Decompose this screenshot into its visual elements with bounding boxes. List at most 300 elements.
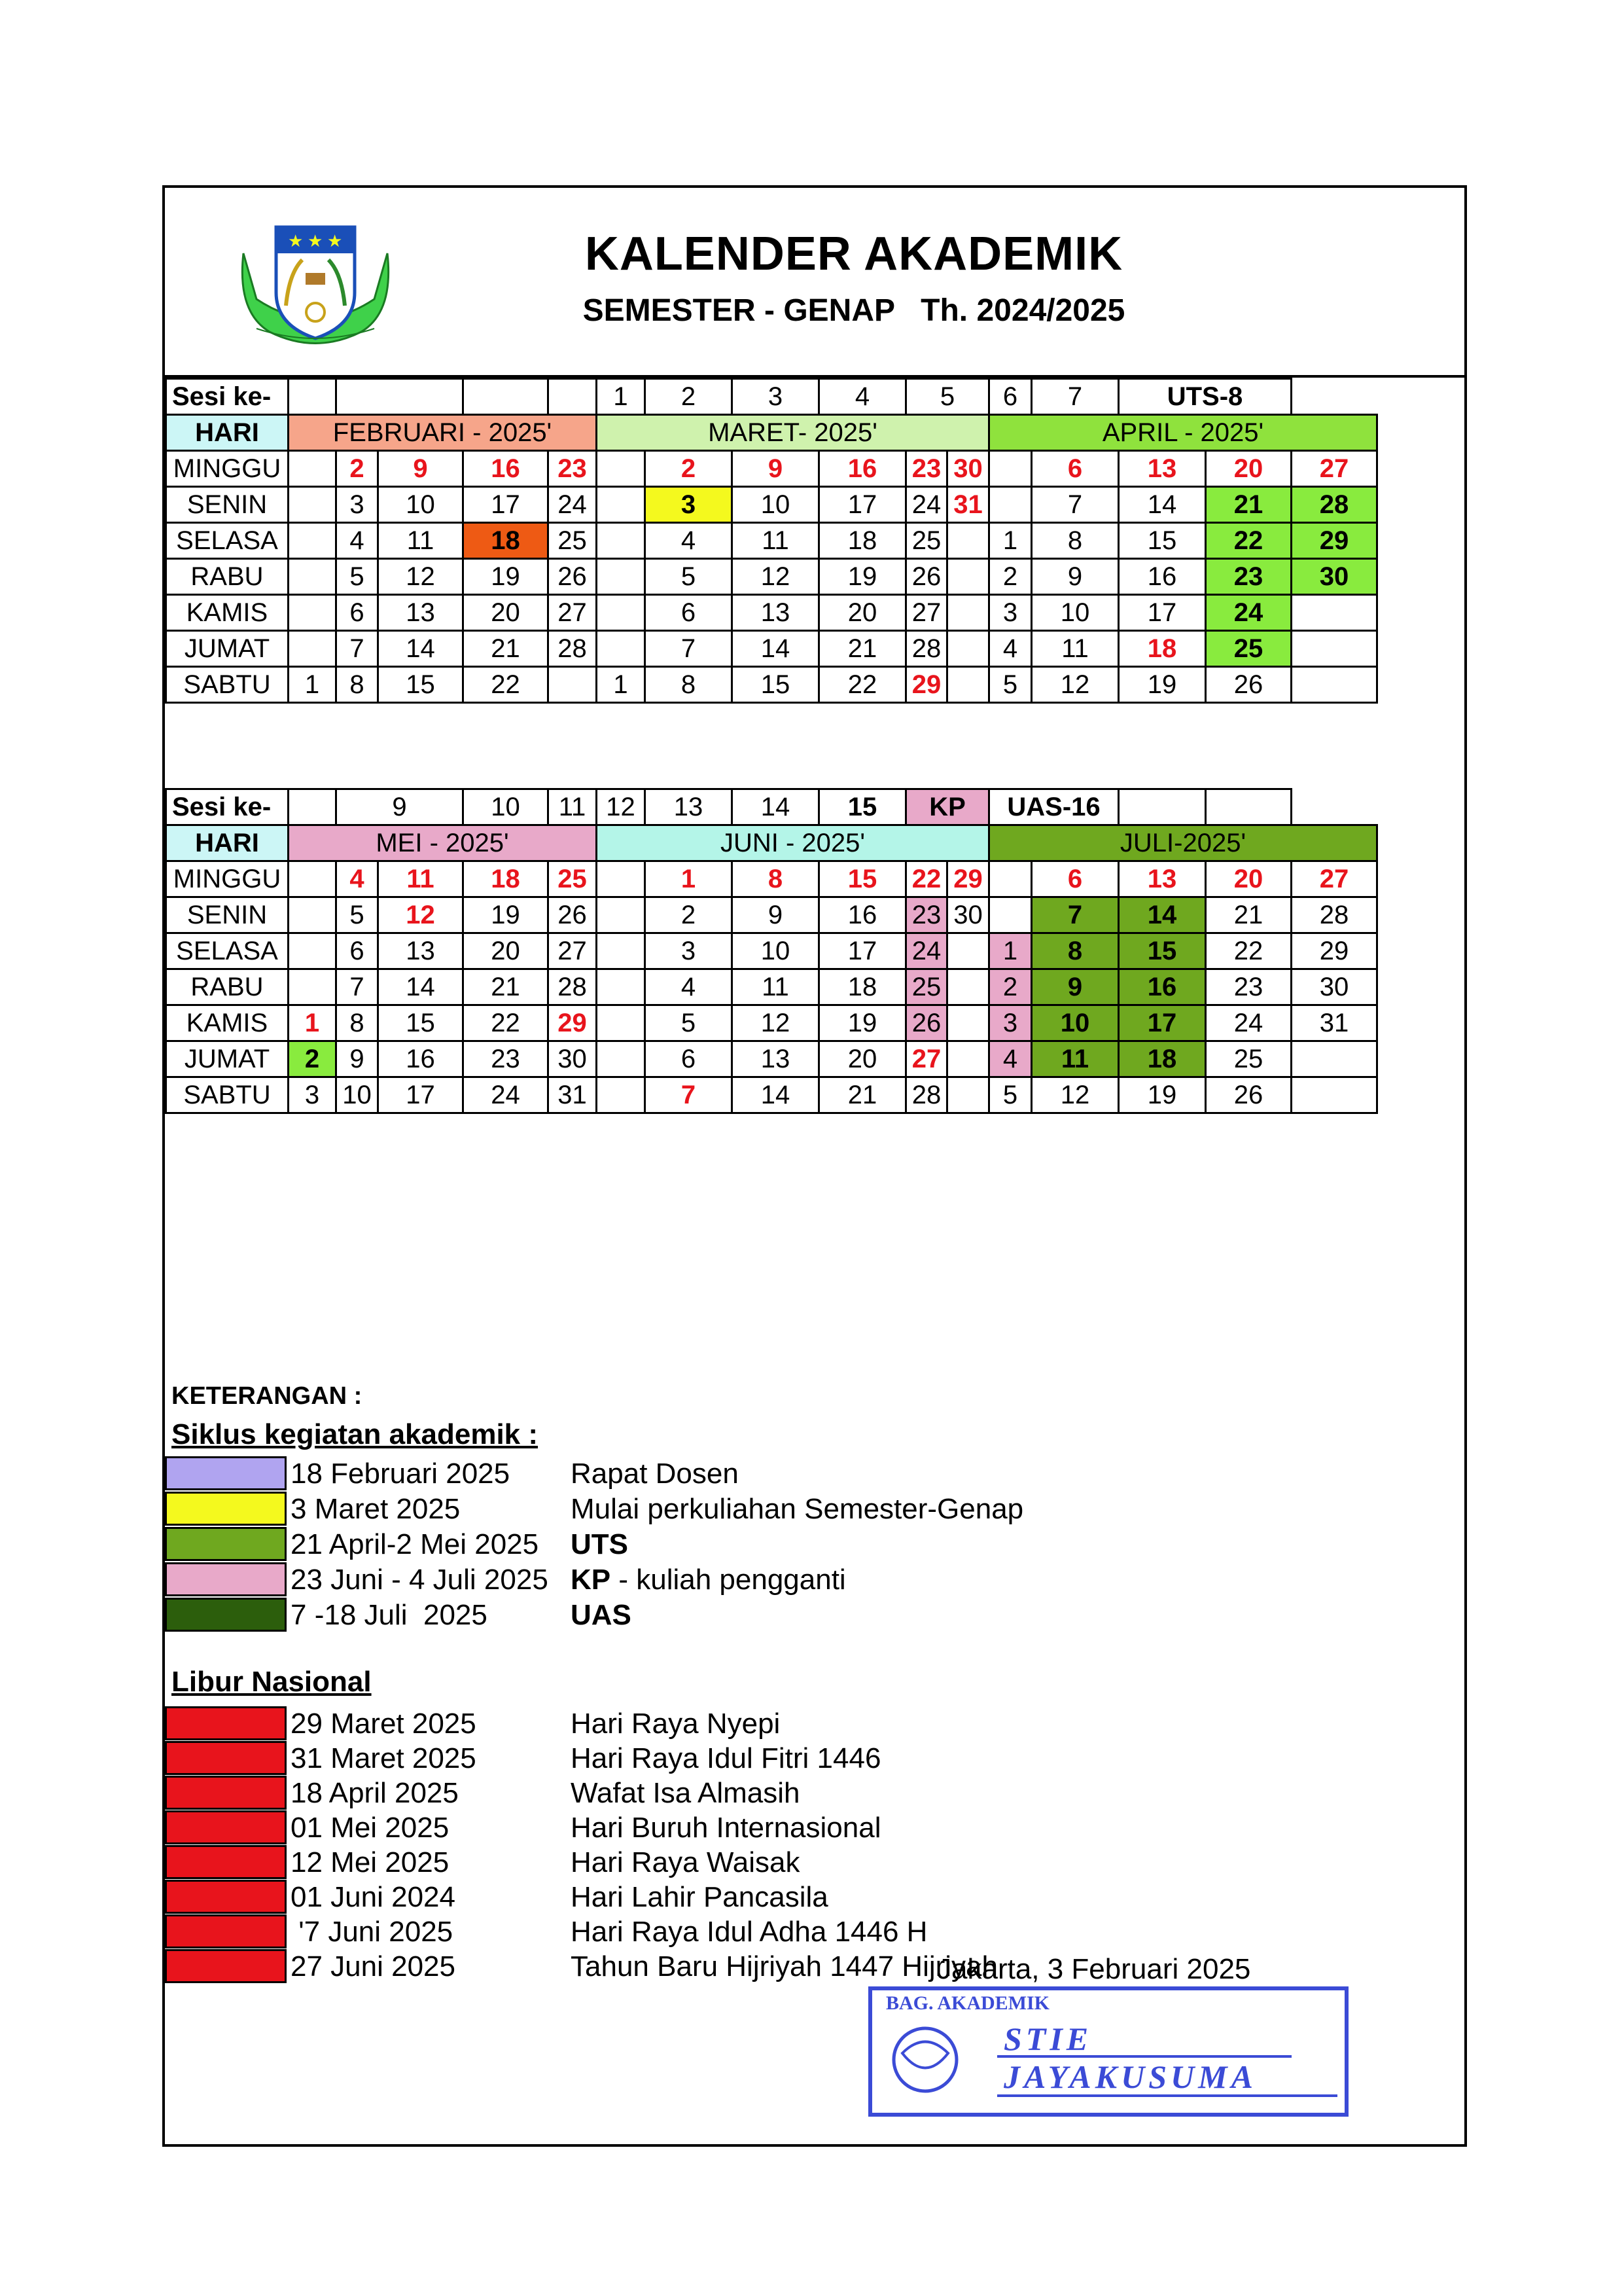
holiday-swatch [165, 1914, 287, 1948]
date-cell [597, 1041, 645, 1077]
cycle-legend-row [165, 1562, 1081, 1596]
date-cell: 27 [1292, 451, 1377, 487]
date-cell: 25 [1206, 1041, 1292, 1077]
holiday-date: '7 Juni 2025 [291, 1916, 453, 1948]
date-cell: 17 [463, 487, 548, 523]
month-header: APRIL - 2025' [989, 415, 1377, 451]
date-cell: 14 [1119, 487, 1206, 523]
date-cell: 4 [645, 523, 732, 559]
date-cell: 6 [645, 1041, 732, 1077]
legend-date: 23 Juni - 4 Juli 2025 [291, 1564, 548, 1596]
holiday-name: Hari Raya Nyepi [571, 1708, 781, 1740]
date-cell: 5 [336, 559, 378, 595]
day-row [166, 667, 1377, 703]
date-cell: 21 [1206, 487, 1292, 523]
date-cell: 22 [819, 667, 906, 703]
date-cell: 15 [1119, 933, 1206, 969]
date-cell: 12 [1032, 1077, 1119, 1113]
day-name: MINGGU [166, 451, 289, 487]
date-cell [947, 631, 989, 667]
date-cell [989, 487, 1032, 523]
date-cell: 30 [947, 897, 989, 933]
session-cell: 7 [1032, 379, 1119, 415]
date-cell: 2 [289, 1041, 336, 1077]
cycle-legend-row [165, 1492, 1081, 1526]
date-cell: 6 [336, 595, 378, 631]
date-cell: 3 [989, 595, 1032, 631]
date-cell: 28 [548, 631, 597, 667]
date-cell: 18 [819, 969, 906, 1005]
legend-date: 18 Februari 2025 [291, 1458, 510, 1490]
date-cell: 17 [819, 933, 906, 969]
date-cell: 4 [989, 1041, 1032, 1077]
legend-date: 3 Maret 2025 [291, 1493, 461, 1525]
date-cell: 5 [645, 1005, 732, 1041]
cycle-legend-title: Siklus kegiatan akademik : [171, 1418, 538, 1450]
date-cell [947, 523, 989, 559]
date-cell: 29 [906, 667, 947, 703]
date-cell: 1 [989, 523, 1032, 559]
date-cell [289, 933, 336, 969]
date-cell: 21 [819, 1077, 906, 1113]
date-cell: 11 [732, 523, 819, 559]
date-cell: 14 [732, 631, 819, 667]
date-cell: 8 [1032, 523, 1119, 559]
date-cell: 9 [1032, 969, 1119, 1005]
day-row [166, 523, 1377, 559]
cycle-legend-row [165, 1598, 1081, 1632]
month-header: FEBRUARI - 2025' [289, 415, 597, 451]
cycle-legend-row [165, 1456, 1081, 1490]
date-cell: 23 [1206, 559, 1292, 595]
day-row [166, 1077, 1377, 1113]
legend-swatch [165, 1527, 287, 1561]
date-cell: 5 [989, 1077, 1032, 1113]
date-cell: 8 [645, 667, 732, 703]
date-cell: 28 [548, 969, 597, 1005]
day-column-header: HARI [166, 825, 289, 861]
session-cell [463, 379, 548, 415]
date-cell: 2 [336, 451, 378, 487]
date-cell: 3 [289, 1077, 336, 1113]
date-cell: 4 [989, 631, 1032, 667]
legend-description [571, 1493, 1023, 1526]
date-cell [289, 487, 336, 523]
calendar-document [162, 185, 1467, 2147]
session-cell: 12 [597, 789, 645, 825]
date-cell [947, 1005, 989, 1041]
date-cell [1292, 595, 1377, 631]
date-cell [289, 559, 336, 595]
session-cell [1206, 789, 1292, 825]
date-cell: 17 [1119, 1005, 1206, 1041]
month-header: JUNI - 2025' [597, 825, 989, 861]
calendar-grid-mei-jul [165, 788, 1378, 1113]
date-cell: 22 [1206, 933, 1292, 969]
date-cell: 18 [463, 861, 548, 897]
date-cell [289, 861, 336, 897]
legend-date: 21 April-2 Mei 2025 [291, 1528, 539, 1560]
date-cell: 30 [548, 1041, 597, 1077]
date-cell [947, 559, 989, 595]
holiday-legend-row [165, 1845, 1081, 1879]
svg-text:JAYAKUSUMA: JAYAKUSUMA [1004, 2058, 1257, 2095]
date-cell: 8 [336, 667, 378, 703]
date-cell: 18 [1119, 1041, 1206, 1077]
date-cell: 3 [336, 487, 378, 523]
session-cell: 3 [732, 379, 819, 415]
date-cell [597, 523, 645, 559]
date-cell: 20 [463, 933, 548, 969]
session-cell [1119, 789, 1206, 825]
session-cell: UAS-16 [989, 789, 1119, 825]
day-column-header: HARI [166, 415, 289, 451]
holiday-name: Hari Raya Idul Adha 1446 H [571, 1916, 928, 1948]
date-cell [597, 451, 645, 487]
holiday-date: 31 Maret 2025 [291, 1742, 476, 1774]
date-cell: 21 [463, 969, 548, 1005]
month-header-row [166, 415, 1377, 451]
date-cell: 11 [1032, 1041, 1119, 1077]
date-cell: 27 [906, 595, 947, 631]
day-row [166, 933, 1377, 969]
date-cell: 30 [1292, 559, 1377, 595]
date-cell: 12 [378, 559, 463, 595]
session-cell: 10 [463, 789, 548, 825]
holiday-swatch [165, 1949, 287, 1983]
month-header: JULI-2025' [989, 825, 1377, 861]
holiday-legend-row [165, 1914, 1081, 1948]
date-cell: 24 [463, 1077, 548, 1113]
date-cell [289, 897, 336, 933]
date-cell: 23 [906, 451, 947, 487]
date-cell: 16 [819, 451, 906, 487]
session-row [166, 789, 1377, 825]
date-cell [947, 1041, 989, 1077]
date-cell: 4 [336, 523, 378, 559]
date-cell: 7 [645, 631, 732, 667]
signature-place-date: Jakarta, 3 Februari 2025 [937, 1953, 1251, 1985]
holiday-date: 29 Maret 2025 [291, 1708, 476, 1740]
legend-description-text: Mulai perkuliahan Semester-Genap [571, 1493, 1024, 1525]
date-cell: 26 [548, 897, 597, 933]
legend-description-bold: UTS [571, 1528, 628, 1560]
date-cell: 15 [1119, 523, 1206, 559]
date-cell: 10 [1032, 1005, 1119, 1041]
legend-description-text: Rapat Dosen [571, 1458, 739, 1490]
date-cell [597, 595, 645, 631]
date-cell: 12 [378, 897, 463, 933]
date-cell: 3 [645, 933, 732, 969]
date-cell: 19 [463, 559, 548, 595]
holiday-date: 27 Juni 2025 [291, 1950, 455, 1982]
date-cell: 19 [1119, 1077, 1206, 1113]
date-cell: 9 [378, 451, 463, 487]
holiday-swatch [165, 1776, 287, 1810]
date-cell: 6 [645, 595, 732, 631]
date-cell: 22 [463, 1005, 548, 1041]
day-name: SELASA [166, 933, 289, 969]
session-cell [289, 379, 336, 415]
date-cell: 6 [336, 933, 378, 969]
date-cell [989, 451, 1032, 487]
date-cell [1292, 1041, 1377, 1077]
date-cell: 8 [336, 1005, 378, 1041]
svg-text:★: ★ [308, 231, 323, 251]
date-cell: 10 [732, 933, 819, 969]
holiday-name: Hari Buruh Internasional [571, 1812, 881, 1844]
date-cell: 23 [1206, 969, 1292, 1005]
holiday-name: Wafat Isa Almasih [571, 1777, 800, 1809]
legend-heading: KETERANGAN : [171, 1382, 362, 1410]
date-cell: 25 [906, 969, 947, 1005]
date-cell: 1 [289, 1005, 336, 1041]
day-name: SENIN [166, 487, 289, 523]
date-cell: 16 [1119, 559, 1206, 595]
legend-description-text: - kuliah pengganti [610, 1564, 846, 1596]
date-cell: 23 [906, 897, 947, 933]
date-cell: 14 [378, 969, 463, 1005]
cycle-legend-row [165, 1527, 1081, 1561]
date-cell [947, 667, 989, 703]
date-cell: 27 [1292, 861, 1377, 897]
session-label: Sesi ke- [166, 379, 289, 415]
date-cell: 11 [732, 969, 819, 1005]
session-cell: 13 [645, 789, 732, 825]
date-cell: 9 [732, 451, 819, 487]
date-cell: 24 [548, 487, 597, 523]
month-header-row [166, 825, 1377, 861]
month-header: MEI - 2025' [289, 825, 597, 861]
session-cell [548, 379, 597, 415]
date-cell [597, 1077, 645, 1113]
date-cell: 28 [906, 631, 947, 667]
date-cell: 23 [463, 1041, 548, 1077]
date-cell: 13 [732, 595, 819, 631]
day-row [166, 559, 1377, 595]
day-row [166, 1041, 1377, 1077]
date-cell: 27 [548, 595, 597, 631]
date-cell: 13 [1119, 451, 1206, 487]
svg-text:★: ★ [327, 231, 343, 251]
session-row [166, 379, 1377, 415]
day-name: MINGGU [166, 861, 289, 897]
holiday-swatch [165, 1810, 287, 1844]
date-cell: 3 [989, 1005, 1032, 1041]
day-name: SABTU [166, 667, 289, 703]
date-cell: 10 [1032, 595, 1119, 631]
date-cell: 9 [732, 897, 819, 933]
date-cell: 15 [378, 667, 463, 703]
holiday-swatch [165, 1706, 287, 1740]
date-cell [1292, 1077, 1377, 1113]
date-cell: 12 [732, 1005, 819, 1041]
date-cell [597, 969, 645, 1005]
date-cell: 3 [645, 487, 732, 523]
legend-date: 7 -18 Juli 2025 [291, 1599, 487, 1631]
date-cell: 13 [1119, 861, 1206, 897]
date-cell: 31 [947, 487, 989, 523]
date-cell: 13 [378, 595, 463, 631]
date-cell: 24 [906, 933, 947, 969]
date-cell: 5 [645, 559, 732, 595]
date-cell [597, 861, 645, 897]
document-title: KALENDER AKADEMIK [584, 228, 1123, 280]
holiday-legend-row [165, 1810, 1081, 1844]
date-cell: 4 [645, 969, 732, 1005]
legend-description [571, 1528, 628, 1561]
date-cell [548, 667, 597, 703]
date-cell: 31 [548, 1077, 597, 1113]
session-cell: 9 [336, 789, 463, 825]
date-cell [947, 1077, 989, 1113]
date-cell [289, 595, 336, 631]
day-name: KAMIS [166, 595, 289, 631]
date-cell: 2 [645, 451, 732, 487]
date-cell [597, 933, 645, 969]
date-cell: 23 [548, 451, 597, 487]
date-cell: 10 [336, 1077, 378, 1113]
date-cell: 26 [906, 559, 947, 595]
date-cell: 13 [732, 1041, 819, 1077]
date-cell [597, 1005, 645, 1041]
date-cell: 19 [819, 1005, 906, 1041]
session-cell: 4 [819, 379, 906, 415]
holiday-legend-title: Libur Nasional [171, 1666, 372, 1698]
date-cell: 2 [645, 897, 732, 933]
day-row [166, 897, 1377, 933]
date-cell: 11 [378, 523, 463, 559]
date-cell: 28 [1292, 897, 1377, 933]
date-cell: 12 [1032, 667, 1119, 703]
legend-description-bold: UAS [571, 1599, 631, 1631]
holiday-date: 18 April 2025 [291, 1777, 459, 1809]
day-name: RABU [166, 559, 289, 595]
date-cell: 10 [732, 487, 819, 523]
session-cell: 2 [645, 379, 732, 415]
date-cell: 24 [906, 487, 947, 523]
date-cell: 28 [1292, 487, 1377, 523]
date-cell [947, 969, 989, 1005]
date-cell: 5 [336, 897, 378, 933]
calendar-grid-feb-apr [165, 378, 1378, 703]
date-cell: 29 [1292, 523, 1377, 559]
date-cell: 15 [732, 667, 819, 703]
day-name: SABTU [166, 1077, 289, 1113]
holiday-date: 12 Mei 2025 [291, 1846, 450, 1878]
date-cell [947, 595, 989, 631]
date-cell: 1 [645, 861, 732, 897]
session-cell [336, 379, 463, 415]
date-cell: 11 [378, 861, 463, 897]
date-cell [289, 523, 336, 559]
holiday-legend-row [165, 1880, 1081, 1914]
holiday-date: 01 Mei 2025 [291, 1812, 450, 1844]
date-cell: 29 [1292, 933, 1377, 969]
date-cell: 7 [1032, 897, 1119, 933]
date-cell: 13 [378, 933, 463, 969]
date-cell: 19 [819, 559, 906, 595]
date-cell: 17 [1119, 595, 1206, 631]
date-cell [597, 631, 645, 667]
date-cell: 1 [989, 933, 1032, 969]
date-cell: 16 [463, 451, 548, 487]
session-cell: 15 [819, 789, 906, 825]
holiday-swatch [165, 1845, 287, 1879]
holiday-swatch [165, 1741, 287, 1775]
date-cell: 30 [1292, 969, 1377, 1005]
date-cell: 31 [1292, 1005, 1377, 1041]
date-cell: 2 [989, 559, 1032, 595]
holiday-name: Tahun Baru Hijriyah 1447 Hijriyah [571, 1950, 998, 1982]
date-cell [289, 969, 336, 1005]
day-name: RABU [166, 969, 289, 1005]
date-cell: 24 [1206, 1005, 1292, 1041]
date-cell: 7 [336, 631, 378, 667]
day-name: JUMAT [166, 631, 289, 667]
date-cell: 25 [548, 861, 597, 897]
date-cell: 26 [548, 559, 597, 595]
session-cell: KP [906, 789, 989, 825]
date-cell: 28 [906, 1077, 947, 1113]
svg-text:STIE: STIE [1004, 2020, 1093, 2057]
holiday-name: Hari Raya Idul Fitri 1446 [571, 1742, 881, 1774]
date-cell: 17 [378, 1077, 463, 1113]
day-name: SENIN [166, 897, 289, 933]
date-cell [947, 933, 989, 969]
date-cell: 2 [989, 969, 1032, 1005]
date-cell: 30 [947, 451, 989, 487]
holiday-name: Hari Raya Waisak [571, 1846, 800, 1878]
date-cell [597, 897, 645, 933]
date-cell: 16 [1119, 969, 1206, 1005]
date-cell [597, 559, 645, 595]
date-cell: 25 [548, 523, 597, 559]
date-cell: 8 [732, 861, 819, 897]
date-cell: 29 [548, 1005, 597, 1041]
session-cell: 11 [548, 789, 597, 825]
legend-description [571, 1564, 846, 1596]
date-cell: 20 [819, 1041, 906, 1077]
date-cell: 29 [947, 861, 989, 897]
date-cell: 21 [819, 631, 906, 667]
legend-swatch [165, 1562, 287, 1596]
holiday-name: Hari Lahir Pancasila [571, 1881, 828, 1913]
day-row [166, 1005, 1377, 1041]
date-cell: 4 [336, 861, 378, 897]
day-name: KAMIS [166, 1005, 289, 1041]
date-cell: 11 [1032, 631, 1119, 667]
day-row [166, 969, 1377, 1005]
date-cell: 17 [819, 487, 906, 523]
date-cell: 26 [906, 1005, 947, 1041]
date-cell: 6 [1032, 861, 1119, 897]
date-cell: 24 [1206, 595, 1292, 631]
date-cell [289, 631, 336, 667]
date-cell: 26 [1206, 667, 1292, 703]
date-cell: 25 [1206, 631, 1292, 667]
institution-stamp [866, 1984, 1350, 2119]
date-cell [1292, 631, 1377, 667]
date-cell: 6 [1032, 451, 1119, 487]
date-cell: 16 [378, 1041, 463, 1077]
date-cell: 9 [336, 1041, 378, 1077]
date-cell: 15 [378, 1005, 463, 1041]
date-cell: 1 [597, 667, 645, 703]
date-cell: 19 [1119, 667, 1206, 703]
date-cell: 22 [906, 861, 947, 897]
holiday-legend-row [165, 1776, 1081, 1810]
